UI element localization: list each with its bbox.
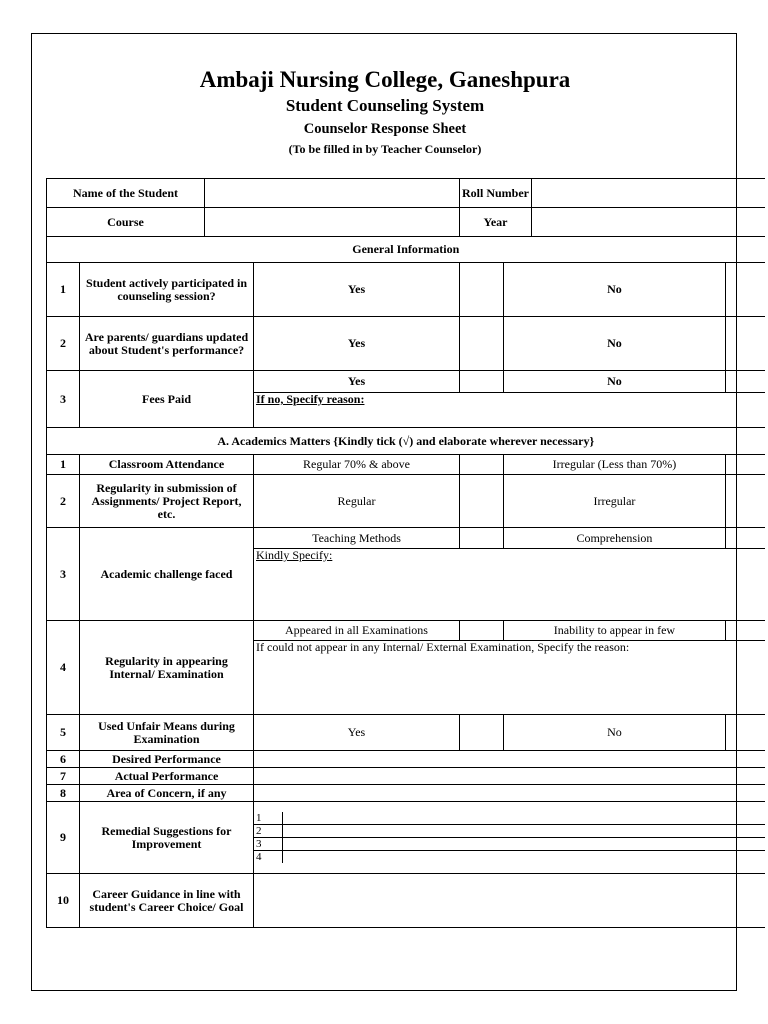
attendance-label: Classroom Attendance bbox=[80, 455, 254, 475]
yes-tick-box[interactable] bbox=[460, 263, 504, 317]
career-guidance-label: Career Guidance in line with student's Career Choice/ Goal bbox=[80, 874, 254, 928]
comprehension-option: Comprehension bbox=[503, 528, 725, 549]
remedial-number: 2 bbox=[254, 825, 283, 838]
remedial-field[interactable] bbox=[283, 838, 765, 851]
no-tick-box[interactable] bbox=[726, 263, 765, 317]
remedial-field[interactable] bbox=[283, 851, 765, 864]
no-option: No bbox=[503, 263, 725, 317]
desired-performance-label: Desired Performance bbox=[80, 751, 254, 768]
appeared-all-tick[interactable] bbox=[460, 621, 504, 641]
actual-performance-field[interactable] bbox=[254, 768, 765, 785]
desired-performance-field[interactable] bbox=[254, 751, 765, 768]
row-number: 5 bbox=[47, 715, 80, 751]
student-name-label: Name of the Student bbox=[47, 179, 205, 208]
remedial-number: 4 bbox=[254, 851, 283, 864]
yes-option: Yes bbox=[254, 371, 460, 393]
course-field[interactable] bbox=[205, 208, 460, 237]
academics-heading: A. Academics Matters {Kindly tick (√) and elaborate wherever necessary} bbox=[47, 428, 765, 455]
appeared-all-option: Appeared in all Examinations bbox=[254, 621, 460, 641]
actual-performance-label: Actual Performance bbox=[80, 768, 254, 785]
assignment-regular-option: Regular bbox=[254, 475, 460, 528]
challenge-label: Academic challenge faced bbox=[80, 528, 254, 621]
row-number: 2 bbox=[47, 317, 80, 371]
inability-option: Inability to appear in few bbox=[503, 621, 725, 641]
row-number: 3 bbox=[47, 528, 80, 621]
general-info-heading: General Information bbox=[47, 237, 765, 263]
unfair-no-tick[interactable] bbox=[726, 715, 765, 751]
question-label: Student actively participated in counseling session? bbox=[80, 263, 254, 317]
yes-option: Yes bbox=[254, 263, 460, 317]
row-number: 2 bbox=[47, 475, 80, 528]
row-number: 10 bbox=[47, 874, 80, 928]
fill-note: (To be filled in by Teacher Counselor) bbox=[288, 142, 482, 156]
unfair-means-label: Used Unfair Means during Examination bbox=[80, 715, 254, 751]
no-option: No bbox=[503, 371, 725, 393]
attendance-regular-tick[interactable] bbox=[460, 455, 504, 475]
question-label: Are parents/ guardians updated about Student's performance? bbox=[80, 317, 254, 371]
unfair-yes-tick[interactable] bbox=[460, 715, 504, 751]
area-of-concern-label: Area of Concern, if any bbox=[80, 785, 254, 802]
row-number: 4 bbox=[47, 621, 80, 715]
year-field[interactable] bbox=[532, 208, 765, 237]
no-tick-box[interactable] bbox=[726, 371, 765, 393]
attendance-irregular-tick[interactable] bbox=[726, 455, 765, 475]
no-option: No bbox=[503, 317, 725, 371]
assignment-label: Regularity in submission of Assignments/ Project Report, etc. bbox=[80, 475, 254, 528]
course-label: Course bbox=[47, 208, 205, 237]
teaching-methods-tick[interactable] bbox=[460, 528, 504, 549]
fees-reason-field[interactable]: If no, Specify reason: bbox=[254, 393, 765, 428]
assignment-irregular-tick[interactable] bbox=[726, 475, 765, 528]
year-label: Year bbox=[460, 208, 532, 237]
remedial-list bbox=[254, 802, 765, 874]
roll-number-label: Roll Number bbox=[460, 179, 532, 208]
row-number: 3 bbox=[47, 371, 80, 428]
unfair-no-option: No bbox=[503, 715, 725, 751]
sheet-title: Counselor Response Sheet bbox=[303, 121, 467, 137]
assignment-irregular-option: Irregular bbox=[503, 475, 725, 528]
system-title: Student Counseling System bbox=[285, 96, 485, 115]
comprehension-tick[interactable] bbox=[726, 528, 765, 549]
roll-number-field[interactable] bbox=[532, 179, 765, 208]
no-tick-box[interactable] bbox=[726, 317, 765, 371]
row-number: 8 bbox=[47, 785, 80, 802]
exam-reason-field[interactable]: If could not appear in any Internal/ External Examination, Specify the reason: bbox=[254, 641, 765, 715]
teaching-methods-option: Teaching Methods bbox=[254, 528, 460, 549]
remedial-field[interactable] bbox=[283, 812, 765, 825]
unfair-yes-option: Yes bbox=[254, 715, 460, 751]
row-number: 1 bbox=[47, 263, 80, 317]
remedial-label: Remedial Suggestions for Improvement bbox=[80, 802, 254, 874]
exam-regularity-label: Regularity in appearing Internal/ Examination bbox=[80, 621, 254, 715]
question-label: Fees Paid bbox=[80, 371, 254, 428]
row-number: 7 bbox=[47, 768, 80, 785]
inability-tick[interactable] bbox=[726, 621, 765, 641]
challenge-specify-field[interactable]: Kindly Specify: bbox=[254, 549, 765, 621]
yes-option: Yes bbox=[254, 317, 460, 371]
row-number: 1 bbox=[47, 455, 80, 475]
attendance-irregular-option: Irregular (Less than 70%) bbox=[503, 455, 725, 475]
remedial-number: 1 bbox=[254, 812, 283, 825]
remedial-field[interactable] bbox=[283, 825, 765, 838]
yes-tick-box[interactable] bbox=[460, 317, 504, 371]
student-name-field[interactable] bbox=[205, 179, 460, 208]
career-guidance-field[interactable] bbox=[254, 874, 765, 928]
row-number: 9 bbox=[47, 802, 80, 874]
row-number: 6 bbox=[47, 751, 80, 768]
area-of-concern-field[interactable] bbox=[254, 785, 765, 802]
counselor-form-table bbox=[46, 178, 765, 928]
attendance-regular-option: Regular 70% & above bbox=[254, 455, 460, 475]
remedial-number: 3 bbox=[254, 838, 283, 851]
assignment-regular-tick[interactable] bbox=[460, 475, 504, 528]
college-title: Ambaji Nursing College, Ganeshpura bbox=[199, 67, 571, 92]
yes-tick-box[interactable] bbox=[460, 371, 504, 393]
